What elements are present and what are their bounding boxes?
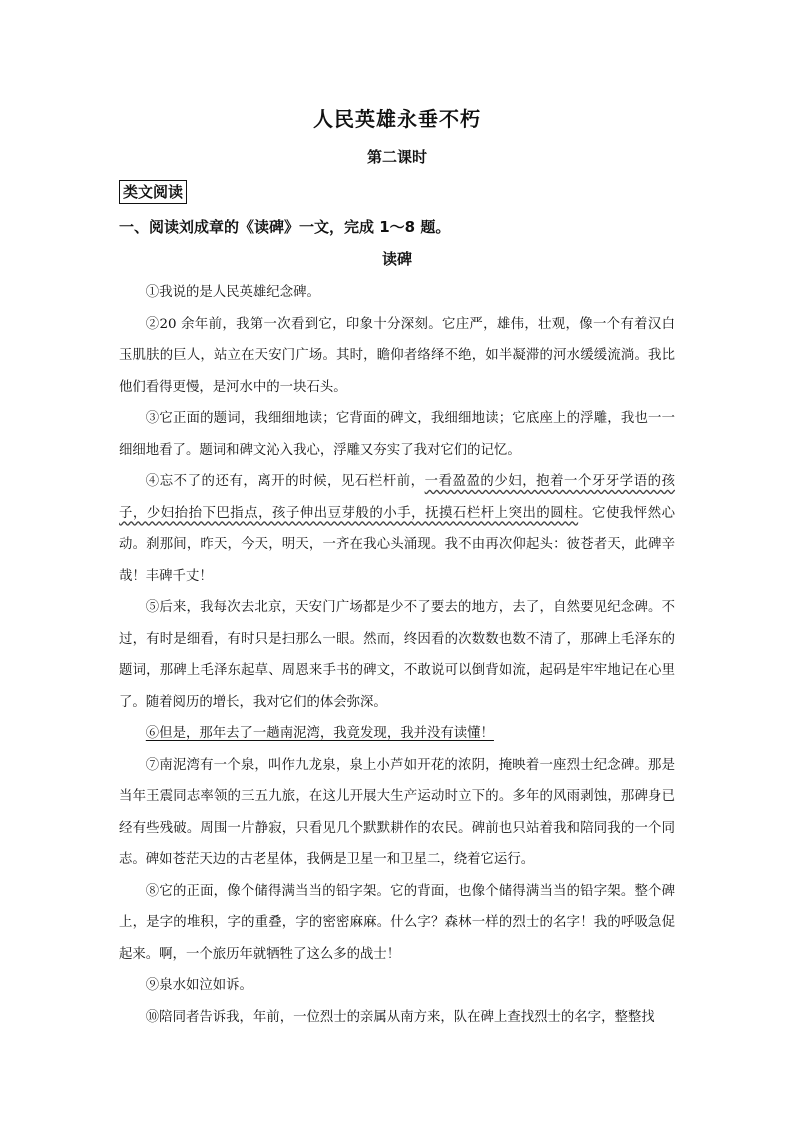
paragraph-2: ②20 余年前，我第一次看到它，印象十分深刻。它庄严，雄伟，壮观，像一个有着汉白玉肌肤的巨人，站立在天安门广场。其时，瞻仰者络绎不绝，如半凝滞的河水缓缓流淌。我比他们看得更慢，是河水中的一块石头。 [119, 316, 675, 395]
lesson-subtitle: 第二课时 [366, 148, 427, 166]
paragraph-9: ⑨泉水如泣如诉。 [145, 978, 253, 993]
article-title: 读碑 [381, 250, 412, 268]
paragraph-5: ⑤后来，我每次去北京，天安门广场都是少不了要去的地方，去了，自然要见纪念碑。不过，有时是细看，有时只是扫那么一眼。然而，终因看的次数数也数不清了，那碑上毛泽东的题词，那碑上毛泽东起草、周恩来手书的碑文，不敢说可以倒背如流，起码是牢牢地记在心里了。随着阅历的增长，我对它们的体会弥深。 [119, 600, 675, 710]
question-prompt: 一、阅读刘成章的《读碑》一文，完成 1～8 题。 [119, 218, 451, 236]
article-body [119, 277, 675, 1033]
page-title: 人民英雄永垂不朽 [313, 107, 481, 131]
paragraph-3: ③它正面的题词，我细细地读；它背面的碑文，我细细地读；它底座上的浮雕，我也一一细细地看了。题词和碑文沁入我心，浮雕又夯实了我对它们的记忆。 [119, 411, 675, 458]
paragraph-4-start: ④忘不了的还有，离开的时候，见石栏杆前， [145, 474, 425, 489]
paragraph-6 [119, 718, 675, 750]
paragraph-4-wavy-underlined: 一看盈盈的少妇，抱着一个牙牙学语的孩子，少妇抬抬下巴指点，孩子伸出豆芽般的小手，抚摸石栏杆上突出的圆柱 [119, 474, 676, 521]
paragraph-10: ⑩陪同者告诉我，年前，一位烈士的亲属从南方来，队在碑上查找烈士的名字，整整找 [145, 1009, 655, 1025]
paragraph-1: ①我说的是人民英雄纪念碑。 [145, 285, 320, 300]
section-label: 类文阅读 [119, 180, 187, 204]
paragraph-8: ⑧它的正面，像个储得满当当的铅字架。它的背面，也像个储得满当当的铅字架。整个碑上，是字的堆积，字的重叠，字的密密麻麻。什么字？森林一样的烈士的名字！我的呼吸急促起来。啊，一个旅历年就牺牲了这么多的战士！ [119, 883, 675, 962]
paragraph-6-underlined: ⑥但是，那年去了一趟南泥湾，我竟发现，我并没有读懂！ [145, 726, 494, 741]
paragraph-4-end: 。它使我怦然心动。刹那间，昨天，今天，明天，一齐在我心头涌现。我不由再次仰起头：彼苍者天，此碑辛哉！丰碑千丈！ [119, 505, 676, 584]
paragraph-7: ⑦南泥湾有一个泉，叫作九龙泉，泉上小芦如开花的浓阴，掩映着一座烈士纪念碑。那是当年王震同志率领的三五九旅，在这儿开展大生产运动时立下的。多年的风雨剥蚀，那碑身已经有些残破。周围一片静寂，只看见几个默默耕作的农民。碑前也只站着我和陪同我的一个同志。碑如苍茫天边的古老星体，我俩是卫星一和卫星二，绕着它运行。 [119, 757, 675, 867]
paragraph-4 [119, 466, 675, 592]
